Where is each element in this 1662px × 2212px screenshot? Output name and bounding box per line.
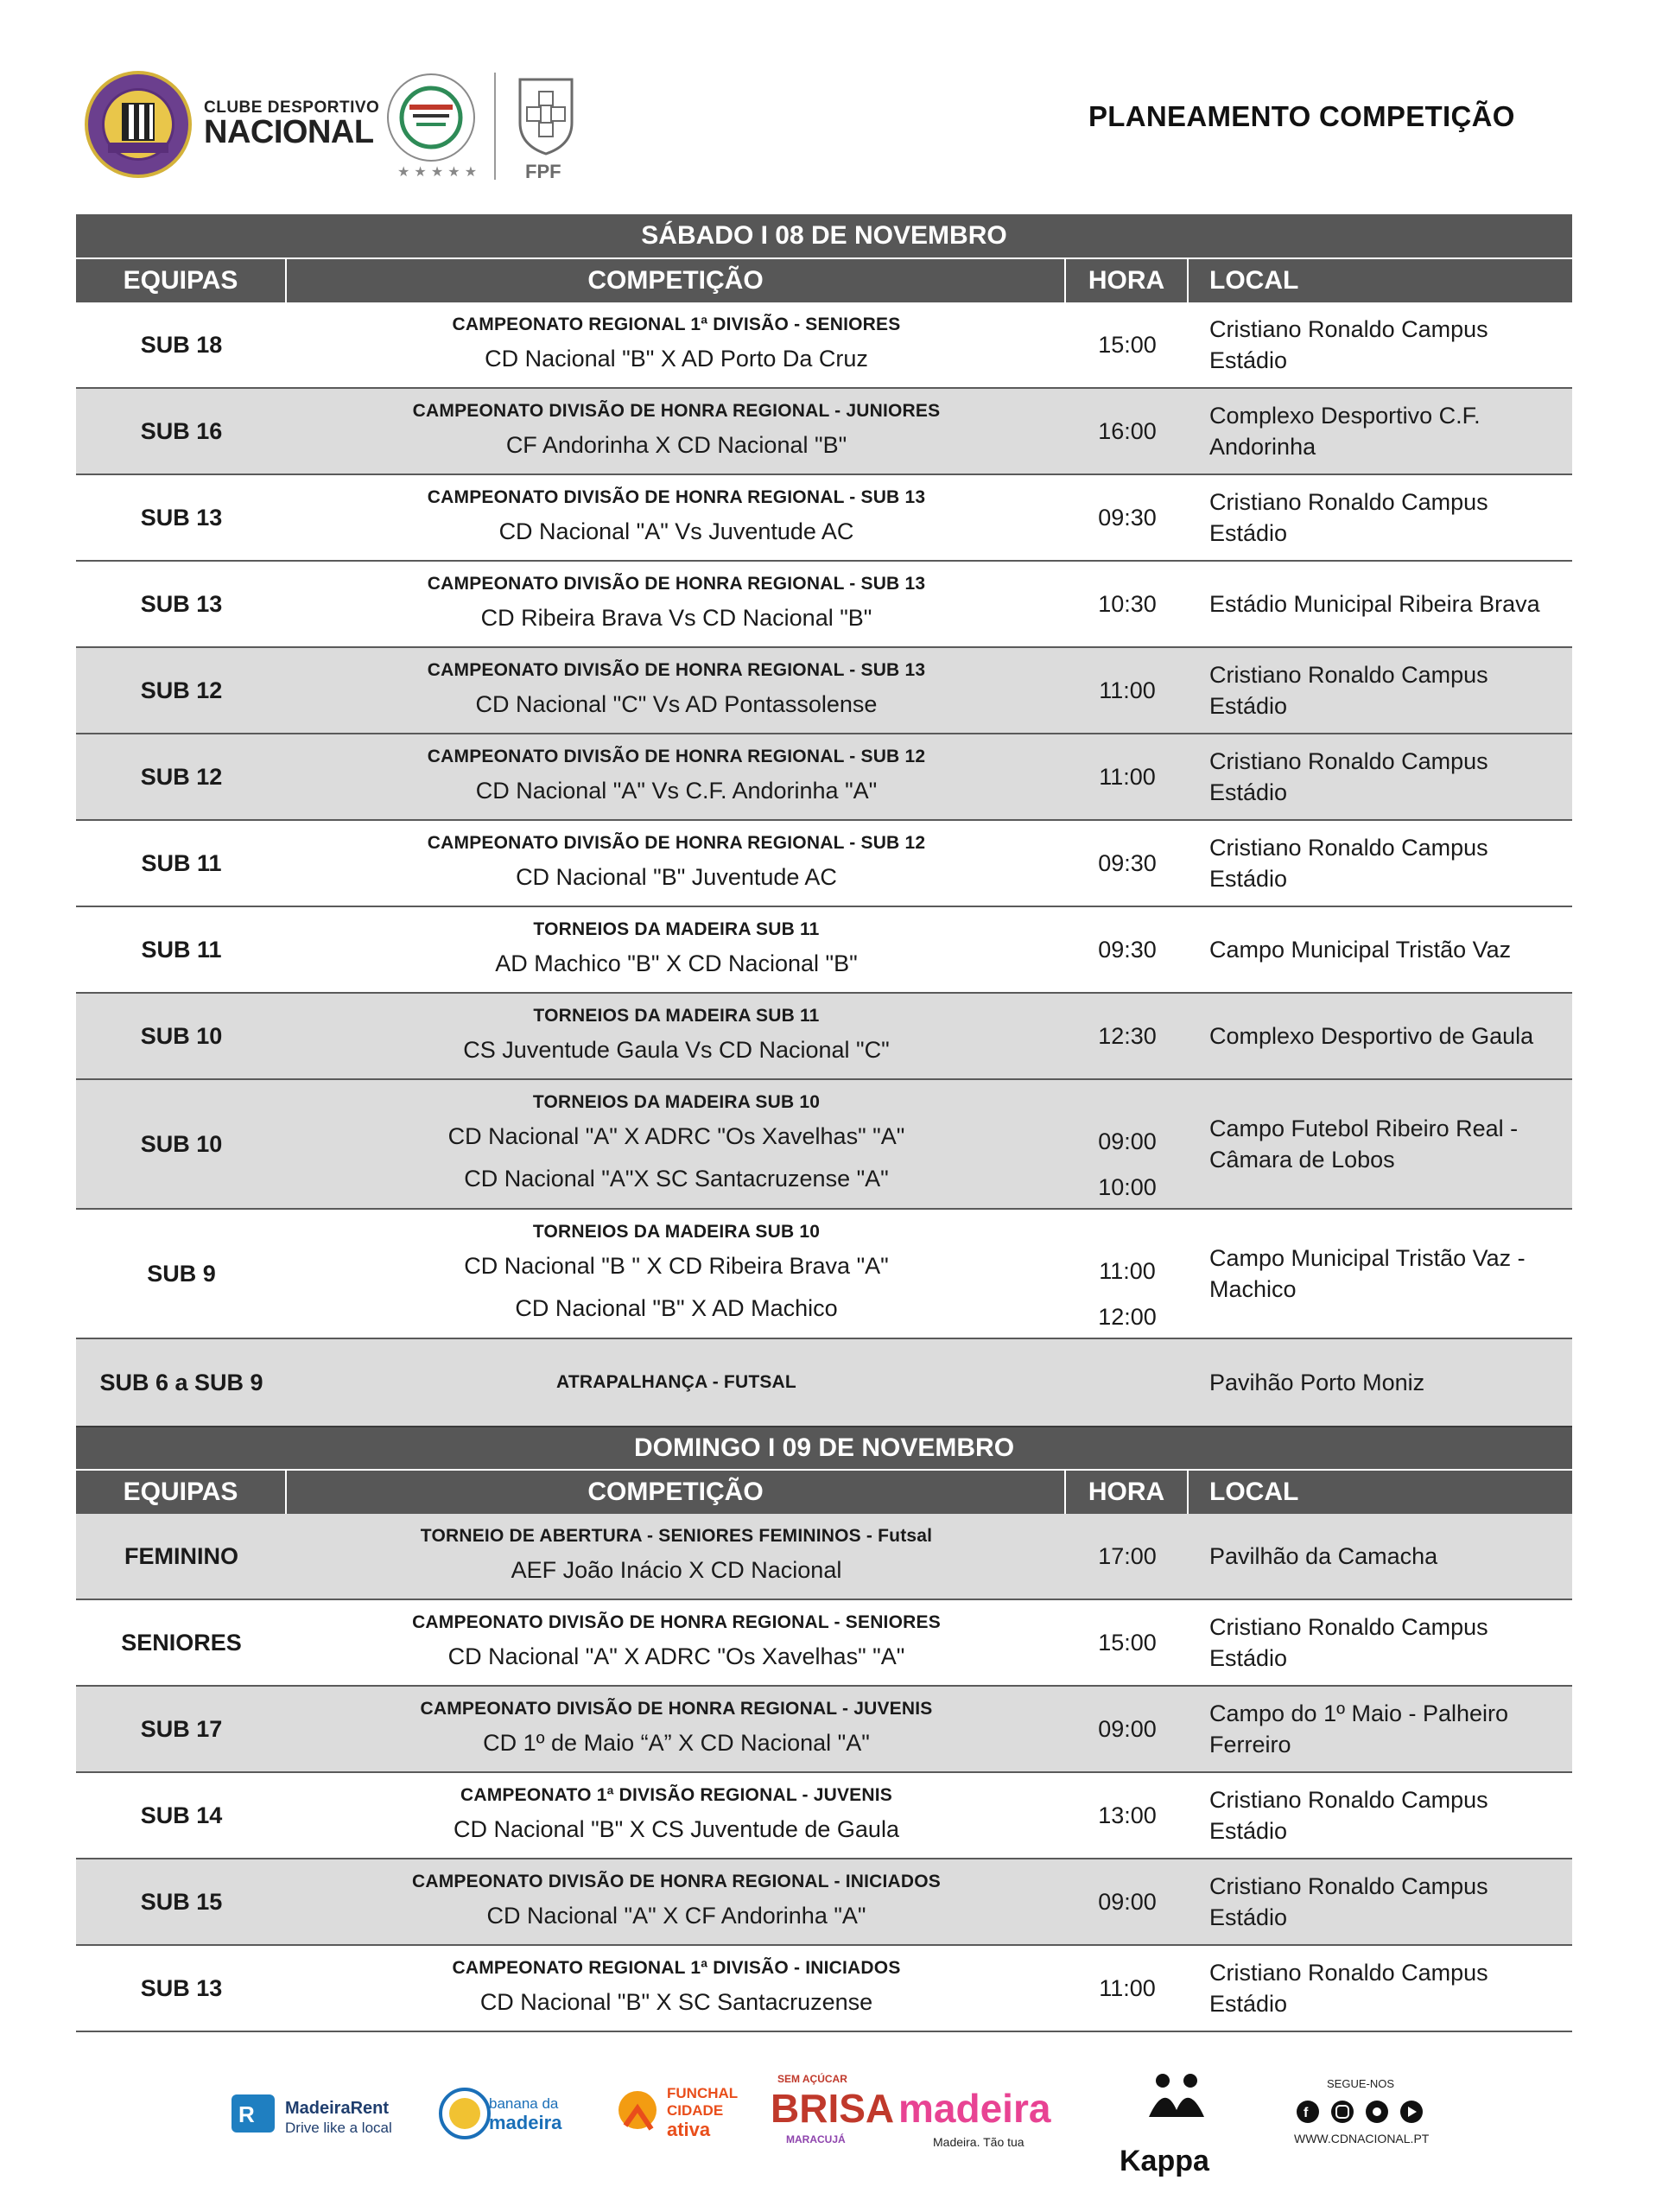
sponsors-bar <box>0 2056 1662 2195</box>
time-text: 17:00 <box>1098 1542 1157 1569</box>
col-local: LOCAL <box>1209 1478 1299 1506</box>
svg-text:BRISA: BRISA <box>771 2086 895 2131</box>
competition-title: TORNEIOS DA MADEIRA SUB 10 <box>532 1092 821 1112</box>
competition-cell <box>287 562 1066 646</box>
schedule-table <box>76 214 1572 2032</box>
time-text: 11:00 <box>1099 1258 1156 1284</box>
table-row <box>76 1210 1572 1339</box>
team-cell: SUB 18 <box>140 331 223 358</box>
competition-cell <box>287 1859 1066 1944</box>
svg-text:madeira: madeira <box>489 2112 562 2133</box>
col-local: LOCAL <box>1209 266 1299 295</box>
time-cell <box>1066 1339 1189 1426</box>
competition-cell <box>287 734 1066 819</box>
location-cell: Campo do 1º Maio - Palheiro Ferreiro <box>1209 1700 1509 1758</box>
page-header <box>0 0 1662 199</box>
competition-title: CAMPEONATO DIVISÃO DE HONRA REGIONAL - SENIORES <box>412 1612 941 1632</box>
competition-cell <box>287 389 1066 474</box>
match-text: CD Nacional "A" Vs C.F. Andorinha "A" <box>475 778 878 804</box>
fpf-logo <box>510 71 582 183</box>
time-text: 10:30 <box>1098 590 1157 617</box>
table-row <box>76 1080 1572 1210</box>
club-crest-logo <box>85 71 192 178</box>
match-text: AEF João Inácio X CD Nacional <box>511 1557 842 1583</box>
table-row <box>76 648 1572 734</box>
time-cell <box>1066 562 1189 646</box>
time-cell <box>1066 821 1189 906</box>
col-equipas: EQUIPAS <box>76 1471 287 1514</box>
team-cell: SUB 16 <box>140 417 223 444</box>
location-cell: Cristiano Ronaldo Campus Estádio <box>1209 835 1488 892</box>
competition-title: CAMPEONATO REGIONAL 1ª DIVISÃO - SENIORES <box>452 315 901 334</box>
team-cell: FEMININO <box>124 1542 238 1569</box>
table-row <box>76 1600 1572 1687</box>
table-row <box>76 907 1572 994</box>
brisa-logo <box>771 2072 894 2145</box>
time-cell <box>1066 648 1189 733</box>
time-cell <box>1066 994 1189 1078</box>
time-cell <box>1066 907 1189 992</box>
competition-title: CAMPEONATO DIVISÃO DE HONRA REGIONAL - INICIADOS <box>411 1872 942 1891</box>
competition-cell <box>287 1687 1066 1771</box>
time-text: 09:30 <box>1098 936 1157 963</box>
madeirarent-logo <box>232 2094 392 2136</box>
location-cell: Cristiano Ronaldo Campus Estádio <box>1209 316 1488 373</box>
match-text: CD Nacional "B" Juventude AC <box>516 864 837 890</box>
time-cell <box>1066 1859 1189 1944</box>
location-cell: Estádio Municipal Ribeira Brava <box>1209 591 1540 617</box>
time-text: 15:00 <box>1098 331 1157 358</box>
time-text: 12:30 <box>1098 1022 1157 1049</box>
time-text: 11:00 <box>1099 763 1156 790</box>
club-name <box>204 99 379 149</box>
competition-title: CAMPEONATO DIVISÃO DE HONRA REGIONAL - JUVENIS <box>420 1699 933 1719</box>
club-name-big: NACIONAL <box>204 114 374 150</box>
time-text: 09:00 <box>1098 1715 1157 1742</box>
competition-title: CAMPEONATO DIVISÃO DE HONRA REGIONAL - JUNIORES <box>412 401 941 421</box>
svg-text:Drive like a local: Drive like a local <box>285 2120 392 2136</box>
svg-text:FUNCHAL: FUNCHAL <box>667 2085 739 2101</box>
location-cell: Cristiano Ronaldo Campus Estádio <box>1209 1960 1488 2017</box>
col-competicao: COMPETIÇÃO <box>287 1471 1066 1514</box>
svg-text:MadeiraRent: MadeiraRent <box>285 2099 390 2118</box>
match-text: CS Juventude Gaula Vs CD Nacional "C" <box>463 1037 890 1063</box>
team-cell: SUB 6 a SUB 9 <box>99 1369 263 1395</box>
competition-title: ATRAPALHANÇA - FUTSAL <box>556 1372 796 1392</box>
competition-cell <box>287 1514 1066 1599</box>
location-cell: Campo Municipal Tristão Vaz <box>1209 937 1512 963</box>
competition-title: CAMPEONATO DIVISÃO DE HONRA REGIONAL - SUB 12 <box>427 833 926 853</box>
location-cell: Cristiano Ronaldo Campus Estádio <box>1209 1614 1488 1671</box>
match-text: CF Andorinha X CD Nacional "B" <box>505 432 847 458</box>
location-cell: Complexo Desportivo de Gaula <box>1209 1023 1534 1049</box>
location-cell: Cristiano Ronaldo Campus Estádio <box>1209 489 1488 546</box>
location-cell: Cristiano Ronaldo Campus Estádio <box>1209 1787 1488 1844</box>
column-headers-saturday <box>76 257 1572 302</box>
svg-text:Madeira. Tão tua: Madeira. Tão tua <box>933 2135 1024 2149</box>
team-cell: SUB 17 <box>140 1715 223 1742</box>
team-cell: SUB 13 <box>140 504 223 531</box>
match-text: AD Machico "B" X CD Nacional "B" <box>495 950 858 976</box>
competition-title: CAMPEONATO 1ª DIVISÃO REGIONAL - JUVENIS <box>460 1785 892 1805</box>
location-cell: Campo Municipal Tristão Vaz - Machico <box>1209 1245 1526 1302</box>
svg-text:SEGUE-NOS: SEGUE-NOS <box>1327 2077 1395 2090</box>
competition-title: CAMPEONATO DIVISÃO DE HONRA REGIONAL - SUB 13 <box>427 660 926 680</box>
col-hora: HORA <box>1066 1471 1189 1514</box>
team-cell: SUB 14 <box>140 1802 223 1828</box>
table-row <box>76 994 1572 1080</box>
competition-title: TORNEIOS DA MADEIRA SUB 11 <box>533 1006 820 1026</box>
svg-text:SEM AÇÚCAR: SEM AÇÚCAR <box>777 2073 847 2085</box>
competition-cell <box>287 1773 1066 1858</box>
col-hora: HORA <box>1066 259 1189 302</box>
table-row <box>76 562 1572 648</box>
competition-cell <box>287 821 1066 906</box>
competition-cell <box>287 1210 1066 1338</box>
table-row <box>76 1859 1572 1946</box>
time-cell <box>1066 1080 1189 1208</box>
location-cell: Campo Futebol Ribeiro Real - Câmara de Lobos <box>1209 1116 1519 1173</box>
table-row <box>76 821 1572 907</box>
match-text: CD Nacional "B" X CS Juventude de Gaula <box>454 1816 899 1842</box>
table-row <box>76 734 1572 821</box>
svg-text:f: f <box>1304 2106 1309 2120</box>
competition-cell <box>287 1080 1066 1208</box>
time-text: 11:00 <box>1099 1974 1156 2001</box>
table-row <box>76 1687 1572 1773</box>
col-equipas: EQUIPAS <box>76 259 287 302</box>
svg-text:MARACUJÁ: MARACUJÁ <box>786 2133 846 2145</box>
time-cell <box>1066 1210 1189 1338</box>
match-text: CD Nacional "A" X ADRC "Os Xavelhas" "A" <box>447 1123 905 1149</box>
location-cell: Complexo Desportivo C.F. Andorinha <box>1209 403 1481 460</box>
saturday-day-header: SÁBADO I 08 DE NOVEMBRO <box>76 214 1572 257</box>
funchal-cidade-ativa-logo <box>618 2085 738 2140</box>
svg-text:CIDADE: CIDADE <box>667 2102 724 2119</box>
time-cell <box>1066 1946 1189 2031</box>
location-cell: Cristiano Ronaldo Campus Estádio <box>1209 662 1488 719</box>
location-cell: Cristiano Ronaldo Campus Estádio <box>1209 748 1488 805</box>
time-text: 11:00 <box>1099 677 1156 703</box>
banana-da-madeira-logo <box>441 2089 562 2138</box>
time-cell <box>1066 1600 1189 1685</box>
time-text: 09:30 <box>1098 849 1157 876</box>
svg-text:R: R <box>238 2101 255 2127</box>
table-row <box>76 302 1572 389</box>
time-text: 13:00 <box>1098 1802 1157 1828</box>
instagram-icon <box>1331 2101 1354 2123</box>
madeira-tourism-logo <box>898 2086 1051 2149</box>
competition-title: TORNEIOS DA MADEIRA SUB 11 <box>533 919 820 939</box>
table-row <box>76 1339 1572 1426</box>
svg-text:FPF: FPF <box>525 161 561 182</box>
time-cell <box>1066 734 1189 819</box>
location-cell: Pavilhão da Camacha <box>1209 1543 1438 1569</box>
competition-title: TORNEIO DE ABERTURA - SENIORES FEMININOS - Futsal <box>420 1526 933 1546</box>
header-divider <box>494 73 496 180</box>
table-row <box>76 1514 1572 1600</box>
time-cell <box>1066 1514 1189 1599</box>
time-cell <box>1066 302 1189 387</box>
time-text: 15:00 <box>1098 1629 1157 1656</box>
location-cell: Pavihão Porto Moniz <box>1209 1370 1425 1395</box>
time-cell <box>1066 1687 1189 1771</box>
team-cell: SUB 15 <box>140 1888 223 1915</box>
competition-cell <box>287 302 1066 387</box>
team-cell: SUB 12 <box>140 763 223 790</box>
match-text: CD 1º de Maio “A” X CD Nacional "A" <box>483 1730 870 1756</box>
competition-cell <box>287 1600 1066 1685</box>
competition-cell <box>287 475 1066 560</box>
team-cell: SUB 9 <box>147 1260 216 1287</box>
match-text: CD Nacional "B" X AD Machico <box>515 1295 838 1321</box>
time-text: 09:00 <box>1098 1128 1157 1154</box>
competition-title: CAMPEONATO DIVISÃO DE HONRA REGIONAL - SUB 13 <box>427 487 926 507</box>
competition-cell <box>287 907 1066 992</box>
table-row <box>76 475 1572 562</box>
time-text: 10:00 <box>1098 1174 1157 1200</box>
time-cell <box>1066 475 1189 560</box>
document-title: PLANEAMENTO COMPETIÇÃO <box>1088 100 1515 132</box>
table-row <box>76 389 1572 475</box>
time-text: 09:00 <box>1098 1888 1157 1915</box>
competition-cell <box>287 1339 1066 1426</box>
time-text: 16:00 <box>1098 417 1157 444</box>
team-cell: SUB 10 <box>140 1130 223 1157</box>
match-text: CD Nacional "B " X CD Ribeira Brava "A" <box>464 1253 889 1279</box>
competition-cell <box>287 994 1066 1078</box>
match-text: CD Nacional "A" X CF Andorinha "A" <box>486 1903 866 1929</box>
competition-cell <box>287 1946 1066 2031</box>
match-text: CD Nacional "A" Vs Juventude AC <box>498 518 854 544</box>
team-cell: SUB 13 <box>140 1974 223 2001</box>
social-follow <box>1294 2077 1430 2145</box>
competition-title: CAMPEONATO REGIONAL 1ª DIVISÃO - INICIADOS <box>452 1958 901 1978</box>
competition-title: CAMPEONATO DIVISÃO DE HONRA REGIONAL - SUB 12 <box>427 747 926 766</box>
svg-text:Kappa: Kappa <box>1120 2145 1209 2177</box>
match-text: CD Nacional "B" X AD Porto Da Cruz <box>485 346 868 372</box>
location-cell: Cristiano Ronaldo Campus Estádio <box>1209 1873 1488 1930</box>
match-text: CD Nacional "B" X SC Santacruzense <box>479 1989 873 2015</box>
competition-title: TORNEIOS DA MADEIRA SUB 10 <box>532 1222 821 1242</box>
team-cell: SUB 12 <box>140 677 223 703</box>
svg-text:ativa: ativa <box>667 2119 711 2140</box>
sunday-day-header: DOMINGO I 09 DE NOVEMBRO <box>76 1426 1572 1469</box>
team-cell: SUB 10 <box>140 1022 223 1049</box>
svg-text:madeira: madeira <box>898 2086 1051 2131</box>
competition-cell <box>287 648 1066 733</box>
match-text: CD Nacional "A"X SC Santacruzense "A" <box>464 1166 889 1192</box>
col-competicao: COMPETIÇÃO <box>287 259 1066 302</box>
svg-text:★ ★ ★ ★ ★: ★ ★ ★ ★ ★ <box>397 163 478 180</box>
time-text: 12:00 <box>1098 1304 1157 1330</box>
team-cell: SUB 13 <box>140 590 223 617</box>
kappa-logo <box>1120 2074 1210 2177</box>
column-headers-sunday <box>76 1469 1572 1514</box>
match-text: CD Nacional "C" Vs AD Pontassolense <box>475 691 878 717</box>
time-text: 09:30 <box>1098 504 1157 531</box>
time-cell <box>1066 1773 1189 1858</box>
time-cell <box>1066 389 1189 474</box>
match-text: CD Nacional "A" X ADRC "Os Xavelhas" "A" <box>447 1643 905 1669</box>
team-cell: SUB 11 <box>141 936 222 963</box>
competition-title: CAMPEONATO DIVISÃO DE HONRA REGIONAL - SUB 13 <box>427 574 926 594</box>
club-name-small: CLUBE DESPORTIVO <box>204 99 380 117</box>
table-row <box>76 1773 1572 1859</box>
table-row <box>76 1946 1572 2032</box>
certification-badge-logo <box>380 69 482 181</box>
svg-text:WWW.CDNACIONAL.PT: WWW.CDNACIONAL.PT <box>1294 2132 1430 2145</box>
svg-text:banana da: banana da <box>489 2095 559 2112</box>
team-cell: SUB 11 <box>141 849 222 876</box>
match-text: CD Ribeira Brava Vs CD Nacional "B" <box>480 605 872 631</box>
team-cell: SENIORES <box>121 1629 242 1656</box>
